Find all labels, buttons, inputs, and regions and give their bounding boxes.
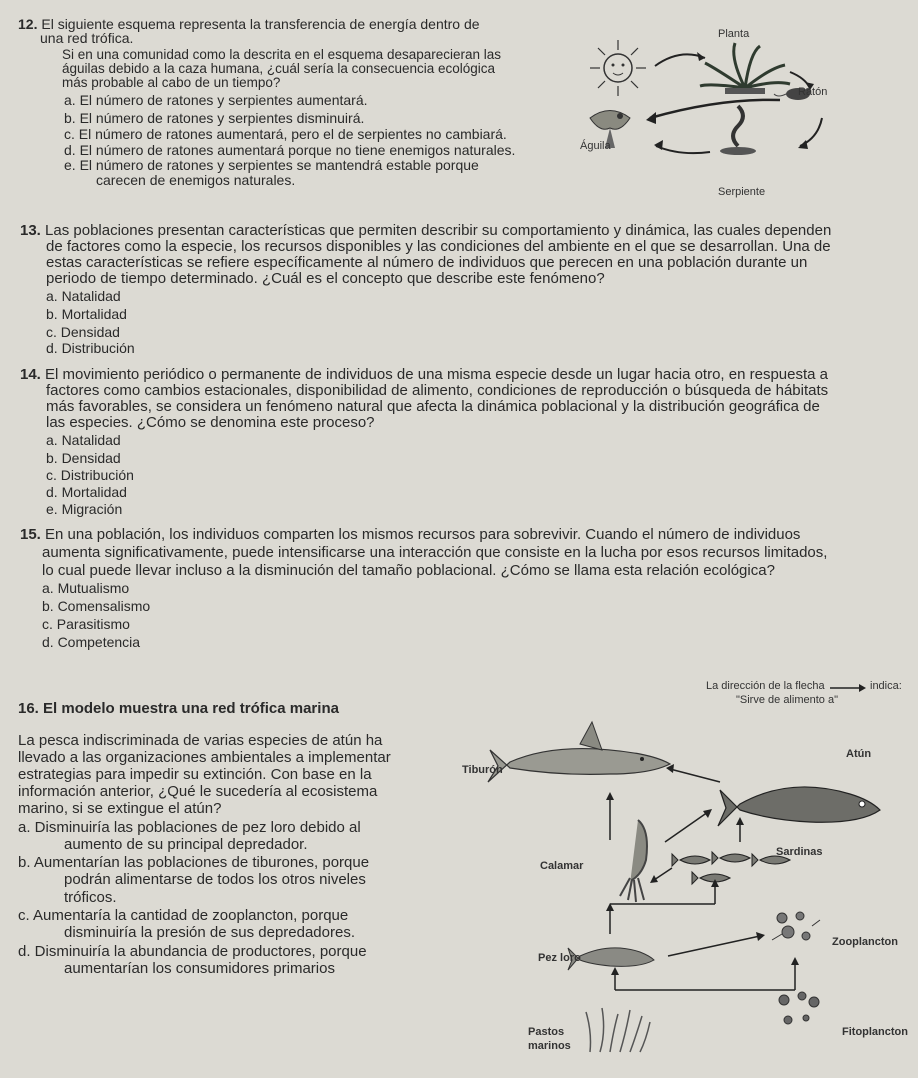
sun-icon <box>590 40 646 96</box>
label-sardinas: Sardinas <box>776 846 823 858</box>
snake-icon <box>720 106 756 155</box>
option-a[interactable]: a. Mutualismo <box>42 580 130 596</box>
option-d[interactable]: d. Distribución <box>46 340 135 356</box>
option-b[interactable]: b. Densidad <box>46 450 121 466</box>
question-text-line: estrategias para impedir su extinción. Con base en la <box>18 766 372 783</box>
label-aguila: Águila <box>580 140 611 152</box>
question-number: 12. <box>18 16 38 32</box>
question-text-line: La pesca indiscriminada de varias especies de atún ha <box>18 732 383 749</box>
question-number: 13. <box>20 222 41 239</box>
question-text-line: periodo de tiempo determinado. ¿Cuál es el concepto que describe este fenómeno? <box>46 270 605 287</box>
sardines-icon <box>672 852 790 884</box>
label-fitoplancton: Fitoplancton <box>842 1026 908 1038</box>
option-e[interactable]: e. Migración <box>46 501 123 517</box>
label-pez-loro: Pez loro <box>538 952 581 964</box>
phytoplankton-icon <box>779 992 819 1024</box>
option-c-cont: disminuiría la presión de sus depredadores. <box>64 924 355 941</box>
question-text-line: más favorables, se considera un fenómeno natural que afecta la dinámica poblacional y la distribución geográfica de <box>46 398 820 415</box>
label-serpiente: Serpiente <box>718 186 766 198</box>
option-c[interactable]: c. Aumentaría la cantidad de zooplancton, porque <box>18 907 349 924</box>
label-raton: Ratón <box>798 86 828 98</box>
question-text-line: En una población, los individuos comparten los mismos recursos para sobrevivir. Cuando el número de individuos <box>45 526 801 543</box>
question-title: El siguiente esquema representa la transferencia de energía dentro de <box>41 16 480 32</box>
question-text-line: Las poblaciones presentan características que permiten describir su comportamiento y dinámica, las cuales dependen <box>45 222 832 239</box>
option-e-cont: carecen de enemigos naturales. <box>96 172 296 188</box>
label-tiburon: Tiburón <box>462 764 503 776</box>
food-chain-diagram <box>560 28 860 208</box>
question-title: El modelo muestra una red trófica marina <box>43 700 339 717</box>
question-text-line: información anterior, ¿Qué le sucedería al ecosistema <box>18 783 378 800</box>
option-b-cont: tróficos. <box>64 889 117 906</box>
question-number: 14. <box>20 366 41 383</box>
question-number: 15. <box>20 526 41 543</box>
option-b[interactable]: b. Comensalismo <box>42 598 151 614</box>
question-number: 16. <box>18 700 39 717</box>
option-b[interactable]: b. Aumentarían las poblaciones de tiburones, porque <box>18 854 370 871</box>
label-atun: Atún <box>846 748 872 760</box>
option-d[interactable]: d. Disminuiría la abundancia de productores, porque <box>18 943 367 960</box>
question-text-line: factores como cambios estacionales, disponibilidad de alimento, condiciones de reproducción o búsqueda de hábitats <box>46 382 829 399</box>
option-b[interactable]: b. Mortalidad <box>46 306 127 322</box>
shark-icon <box>488 722 670 782</box>
question-text-line: más probable al cabo de un tiempo? <box>62 75 281 90</box>
option-c[interactable]: c. El número de ratones aumentará, pero el de serpientes no cambiará. <box>64 126 507 142</box>
marine-food-web-svg <box>440 672 910 1072</box>
option-a-cont: aumento de su principal depredador. <box>64 836 308 853</box>
question-text-line: de factores como la especie, los recursos disponibles y las condiciones del ambiente en el que se desarrollan. Una de <box>46 238 831 255</box>
label-pastos: Pastos <box>528 1026 565 1038</box>
option-c[interactable]: c. Parasitismo <box>42 616 130 632</box>
legend-subtitle: "Sirve de alimento a" <box>736 694 838 706</box>
option-c[interactable]: c. Distribución <box>46 467 134 483</box>
label-planta: Planta <box>718 28 750 40</box>
seagrass-icon <box>586 1008 650 1052</box>
option-d-cont: aumentarían los consumidores primarios <box>64 960 335 977</box>
marine-food-web-diagram <box>440 672 910 1072</box>
option-e[interactable]: e. El número de ratones y serpientes se mantendrá estable porque <box>64 157 479 173</box>
option-b-cont: podrán alimentarse de todos los otros niveles <box>64 871 366 888</box>
plant-icon <box>700 43 790 94</box>
option-a[interactable]: a. Natalidad <box>46 432 121 448</box>
question-text-line: las especies. ¿Cómo se denomina este proceso? <box>46 414 375 431</box>
label-calamar: Calamar <box>540 860 584 872</box>
question-text-line: estas características se refiere específicamente al número de individuos que perecen en una población durante un <box>46 254 808 271</box>
question-text-line: Si en una comunidad como la descrita en el esquema desaparecieran las <box>62 47 502 62</box>
food-chain-svg <box>560 28 860 208</box>
question-title-cont: una red trófica. <box>40 30 134 46</box>
legend-text: La dirección de la flecha <box>706 680 825 692</box>
option-d[interactable]: d. Competencia <box>42 634 141 650</box>
option-a[interactable]: a. El número de ratones y serpientes aumentará. <box>64 92 368 108</box>
option-c[interactable]: c. Densidad <box>46 324 120 340</box>
zooplankton-icon <box>772 912 820 940</box>
tuna-icon <box>718 787 880 826</box>
option-a[interactable]: a. Disminuiría las poblaciones de pez loro debido al <box>18 819 361 836</box>
question-text-line: El movimiento periódico o permanente de individuos de una misma especie desde un lugar hacia otro, en respuesta a <box>45 366 828 383</box>
option-d[interactable]: d. Mortalidad <box>46 484 127 500</box>
squid-icon <box>620 820 647 902</box>
option-d[interactable]: d. El número de ratones aumentará porque no tiene enemigos naturales. <box>64 142 516 158</box>
label-marinos: marinos <box>528 1040 571 1052</box>
legend-indica: indica: <box>870 680 902 692</box>
option-b[interactable]: b. El número de ratones y serpientes disminuirá. <box>64 110 365 126</box>
question-text-line: águilas debido a la caza humana, ¿cuál sería la consecuencia ecológica <box>62 61 496 76</box>
question-text-line: lo cual puede llevar incluso a la disminución del tamaño poblacional. ¿Cómo se llama esta relación ecológica? <box>42 562 775 579</box>
label-zooplancton: Zooplancton <box>832 936 898 948</box>
arrow-sun-plant <box>655 54 705 66</box>
question-text-line: aumenta significativamente, puede intensificarse una interacción que consiste en la lucha por esos recursos limitados, <box>42 544 828 561</box>
option-a[interactable]: a. Natalidad <box>46 288 121 304</box>
question-text-line: llevado a las organizaciones ambientales a implementar <box>18 749 391 766</box>
question-text-line: marino, si se extingue el atún? <box>18 800 222 817</box>
